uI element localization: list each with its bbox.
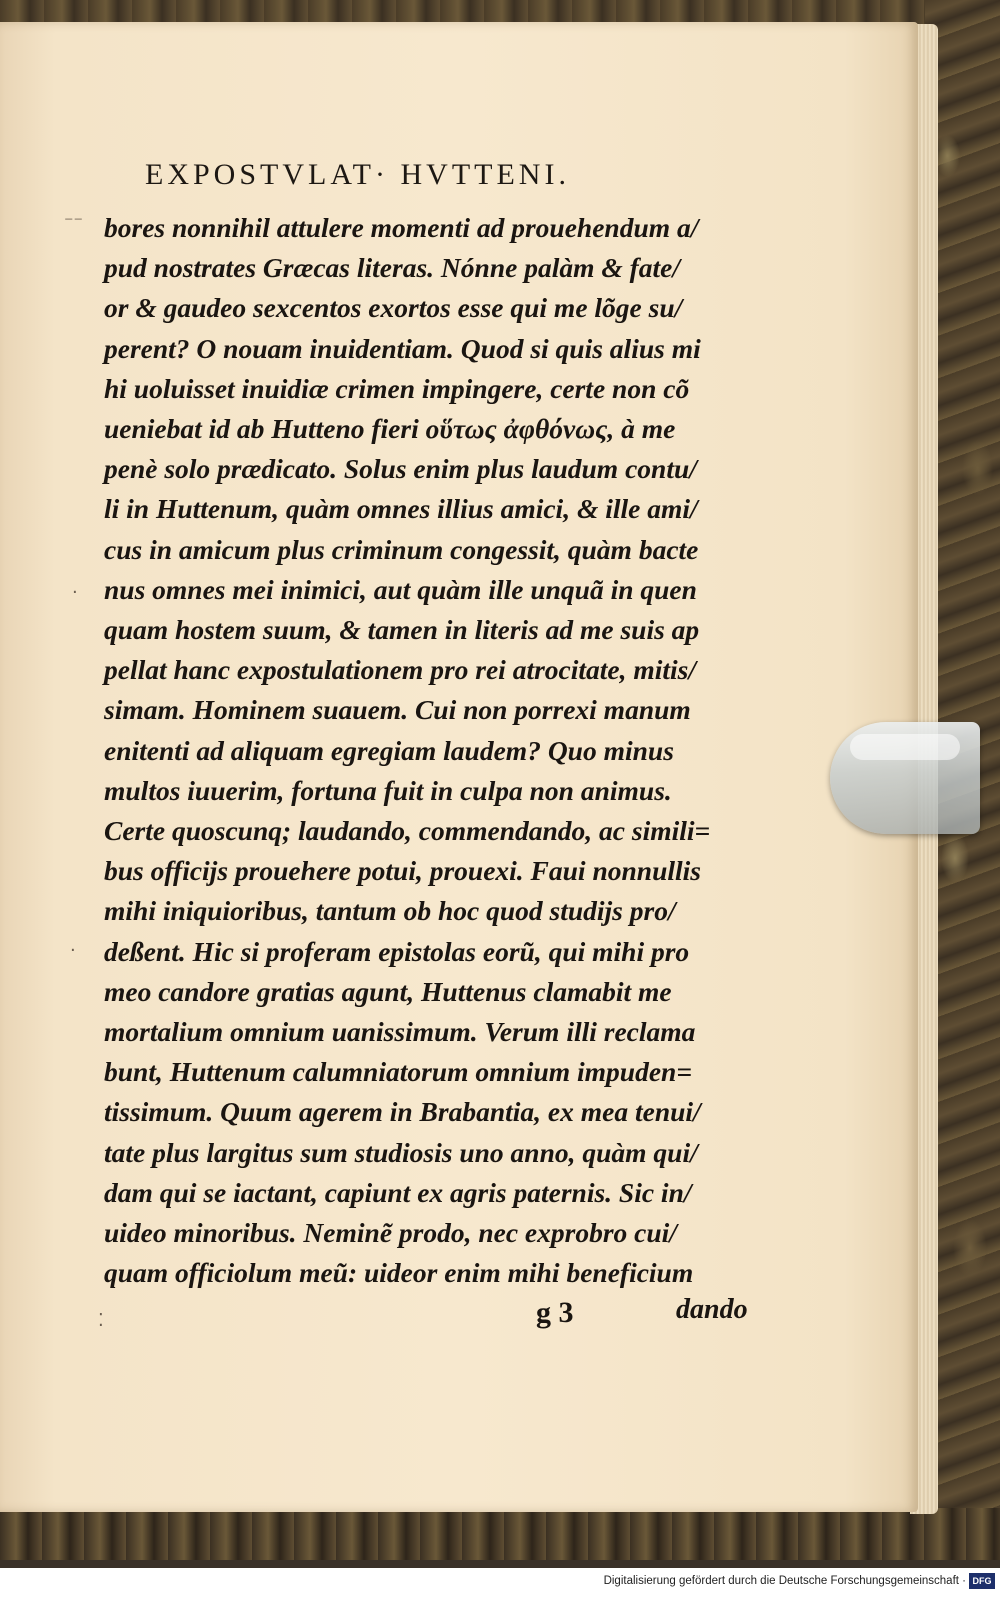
text-line: bus officijs prouehere potui, prouexi. Faui nonnullis [104,855,701,887]
signature-mark: g 3 [536,1296,574,1329]
margin-mark: · [72,582,78,603]
text-line: uideo minoribus. Neminẽ prodo, nec exprobro cui/ [104,1217,677,1249]
dfg-logo: DFG [969,1573,995,1589]
text-line: cus in amicum plus criminum congessit, quàm bacte [104,533,699,565]
text-line: tissimum. Quum agerem in Brabantia, ex mea tenui/ [104,1096,701,1128]
text-line: tate plus largitus sum studiosis uno anno, quàm qui/ [104,1136,698,1168]
text-line: bores nonnihil attulere momenti ad prouehendum a/ [104,212,699,243]
text-line: hi uoluisset inuidiæ crimen impingere, certe non cõ [104,372,690,404]
text-line: penè solo prædicato. Solus enim plus laudum contu/ [104,453,697,485]
text-line: or & gaudeo sexcentos exortos esse qui me lõge su/ [104,292,683,324]
catchword: dando [676,1294,748,1325]
book-cover-bottom [0,1508,1000,1560]
margin-mark: ⁻⁻ [64,212,84,233]
text-line: pud nostrates Græcas literas. Nónne palàm & fate/ [104,252,681,284]
text-line: nus omnes mei inimici, aut quàm ille unquã in quen [104,573,697,605]
text-line: dam qui se iactant, capiunt ex agris paternis. Sic in/ [104,1176,692,1208]
text-line: mortalium omnium uanissimum. Verum illi reclama [104,1016,696,1048]
text-line: quam hostem suum, & tamen in literis ad me suis ap [104,614,700,646]
body-text [104,208,764,1293]
text-line: perent? O nouam inuidentiam. Quod si quis alius mi [104,332,701,364]
text-line: multos iuuerim, fortuna fuit in culpa non animus. [104,774,672,806]
running-head: EXPOSTVLAT· HVTTENI. [145,158,570,191]
text-line: pellat hanc expostulationem pro rei atrocitate, mitis/ [104,654,697,686]
page-clip-shine [850,734,960,760]
text-line: enitenti ad aliquam egregiam laudem? Quo minus [104,734,674,766]
text-line: deßent. Hic si proferam epistolas eorũ, qui mihi pro [104,935,690,967]
text-line: Certe quoscunq; laudando, commendando, ac simili= [104,815,711,847]
credit-text: Digitalisierung gefördert durch die Deutsche Forschungsgemeinschaft · [603,1575,966,1587]
text-line: simam. Hominem suauem. Cui non porrexi manum [104,694,691,726]
text-line: mihi iniquioribus, tantum ob hoc quod studijs pro/ [104,895,676,927]
margin-mark: ⁚ [98,1310,104,1331]
margin-mark: · [70,940,76,961]
text-line: meo candore gratias agunt, Huttenus clamabit me [104,975,672,1007]
text-line: ueniebat id ab Hutteno fieri οὕτως ἀφθόνως, à me [104,413,676,445]
text-line: bunt, Huttenum calumniatorum omnium impuden= [104,1056,693,1088]
text-line: li in Huttenum, quàm omnes illius amici, & ille ami/ [104,493,698,525]
text-line: quam officiolum meũ: uideor enim mihi beneficium [104,1257,694,1289]
